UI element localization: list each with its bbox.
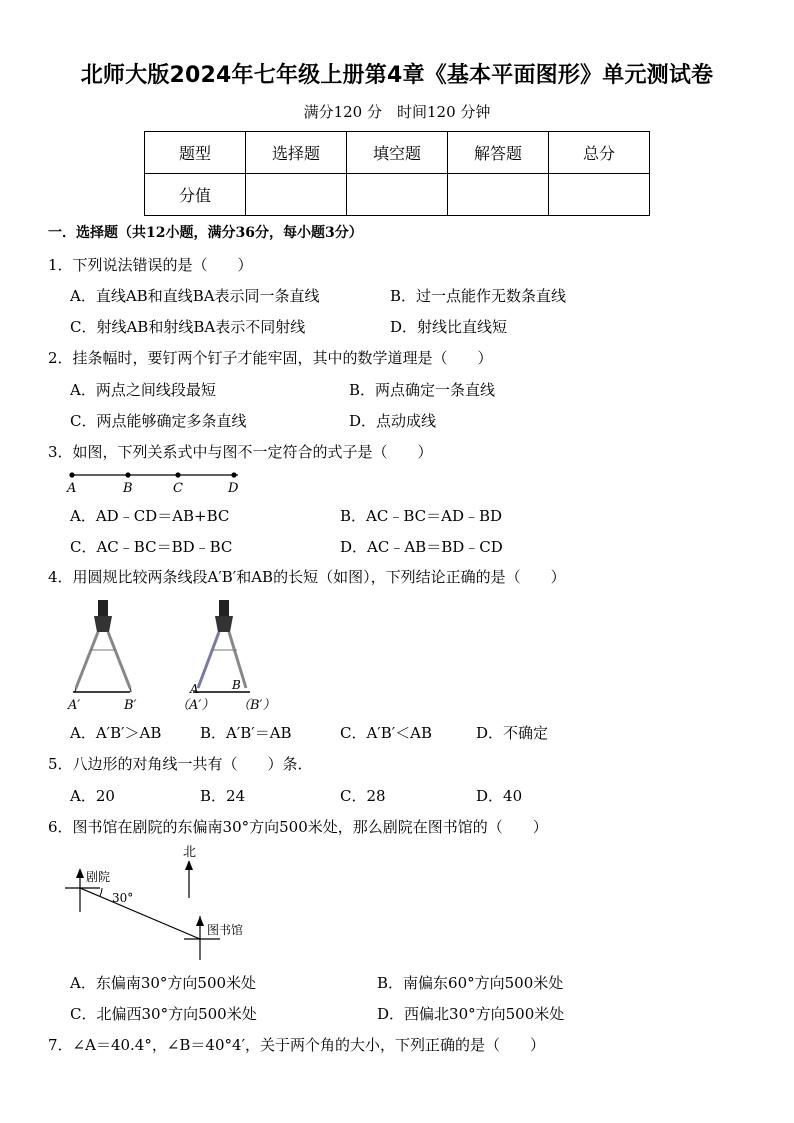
question-6-option-d: D．西偏北30°方向500米处 xyxy=(377,1005,565,1023)
page-subtitle: 满分120 分 时间120 分钟 xyxy=(303,103,491,121)
page-title: 北师大版2024年七年级上册第4章《基本平面图形》单元测试卷 xyxy=(80,63,714,88)
score-header-cell: 解答题 xyxy=(448,132,549,174)
question-5-option-d: D．40 xyxy=(476,787,523,805)
right-b-prime-label: （B′） xyxy=(237,698,276,713)
question-6-direction-figure xyxy=(60,840,280,965)
question-1-stem: 1．下列说法错误的是（ ） xyxy=(48,256,253,274)
question-6-stem: 6．图书馆在剧院的东偏南30°方向500米处，那么剧院在图书馆的（ ） xyxy=(48,818,548,836)
theater-label: 剧院 xyxy=(86,870,111,884)
question-6-option-b: B．南偏东60°方向500米处 xyxy=(377,974,564,992)
question-3-option-a: A．AD﹣CD＝AB+BC xyxy=(70,507,230,525)
score-header-cell: 填空题 xyxy=(347,132,448,174)
question-6-option-a: A．东偏南30°方向500米处 xyxy=(70,974,257,992)
question-4-option-b: B．A′B′＝AB xyxy=(200,724,292,742)
question-1-option-d: D．射线比直线短 xyxy=(390,318,508,336)
score-value-cell[interactable] xyxy=(347,174,448,216)
left-a-label: A′ xyxy=(68,698,81,713)
score-value-cell[interactable] xyxy=(246,174,347,216)
score-row-label: 分值 xyxy=(145,174,246,216)
question-4-option-a: A．A′B′＞AB xyxy=(70,724,162,742)
question-2-stem: 2．挂条幅时，要钉两个钉子才能牢固，其中的数学道理是（ ） xyxy=(48,349,493,367)
compass-left-icon xyxy=(73,600,131,692)
question-5-option-b: B．24 xyxy=(200,787,246,805)
left-b-label: B′ xyxy=(124,698,137,713)
question-4-stem: 4．用圆规比较两条线段A′B′和AB的长短（如图），下列结论正确的是（ ） xyxy=(48,568,566,586)
question-4-option-c: C．A′B′＜AB xyxy=(340,724,432,742)
question-3-option-c: C．AC﹣BC＝BD﹣BC xyxy=(70,538,233,556)
question-4-compass-figure xyxy=(60,592,300,717)
compass-right-icon xyxy=(193,600,250,692)
question-5-option-c: C．28 xyxy=(340,787,386,805)
question-3-option-d: D．AC﹣AB＝BD﹣CD xyxy=(340,538,503,556)
question-5-stem: 5．八边形的对角线一共有（ ）条． xyxy=(48,755,313,773)
section-heading: 一．选择题（共12小题，满分36分，每小题3分） xyxy=(48,225,363,241)
score-value-cell[interactable] xyxy=(549,174,650,216)
score-header-cell: 题型 xyxy=(145,132,246,174)
question-2-option-a: A．两点之间线段最短 xyxy=(70,381,216,399)
question-4-option-d: D．不确定 xyxy=(476,724,549,742)
right-b-label: B xyxy=(232,678,241,692)
right-a-label: A xyxy=(190,682,199,696)
question-3-line-figure xyxy=(60,466,260,496)
question-1-option-b: B．过一点能作无数条直线 xyxy=(390,287,567,305)
question-1-option-c: C．射线AB和射线BA表示不同射线 xyxy=(70,318,306,336)
question-2-option-c: C．两点能够确定多条直线 xyxy=(70,412,247,430)
question-7-stem: 7．∠A＝40.4°，∠B＝40°4′，关于两个角的大小，下列正确的是（ ） xyxy=(48,1036,545,1054)
library-label: 图书馆 xyxy=(207,923,244,937)
score-header-cell: 选择题 xyxy=(246,132,347,174)
score-table-header-row xyxy=(145,132,650,174)
score-header-cell: 总分 xyxy=(549,132,650,174)
right-a-prime-label: （A′） xyxy=(176,698,215,713)
point-d-label: D xyxy=(228,481,239,496)
score-value-cell[interactable] xyxy=(448,174,549,216)
question-5-option-a: A．20 xyxy=(70,787,115,805)
score-table-value-row xyxy=(145,174,650,216)
question-3-stem: 3．如图，下列关系式中与图不一定符合的式子是（ ） xyxy=(48,443,433,461)
question-3-option-b: B．AC﹣BC＝AD﹣BD xyxy=(340,507,503,525)
score-table xyxy=(144,131,650,216)
north-label: 北 xyxy=(183,845,197,860)
point-c-label: C xyxy=(173,481,183,496)
question-2-option-b: B．两点确定一条直线 xyxy=(349,381,496,399)
point-b-label: B xyxy=(123,481,133,496)
point-a-label: A xyxy=(67,481,77,496)
angle-label: 30° xyxy=(112,891,134,905)
question-1-option-a: A．直线AB和直线BA表示同一条直线 xyxy=(70,287,320,305)
question-2-option-d: D．点动成线 xyxy=(349,412,437,430)
question-6-option-c: C．北偏西30°方向500米处 xyxy=(70,1005,257,1023)
